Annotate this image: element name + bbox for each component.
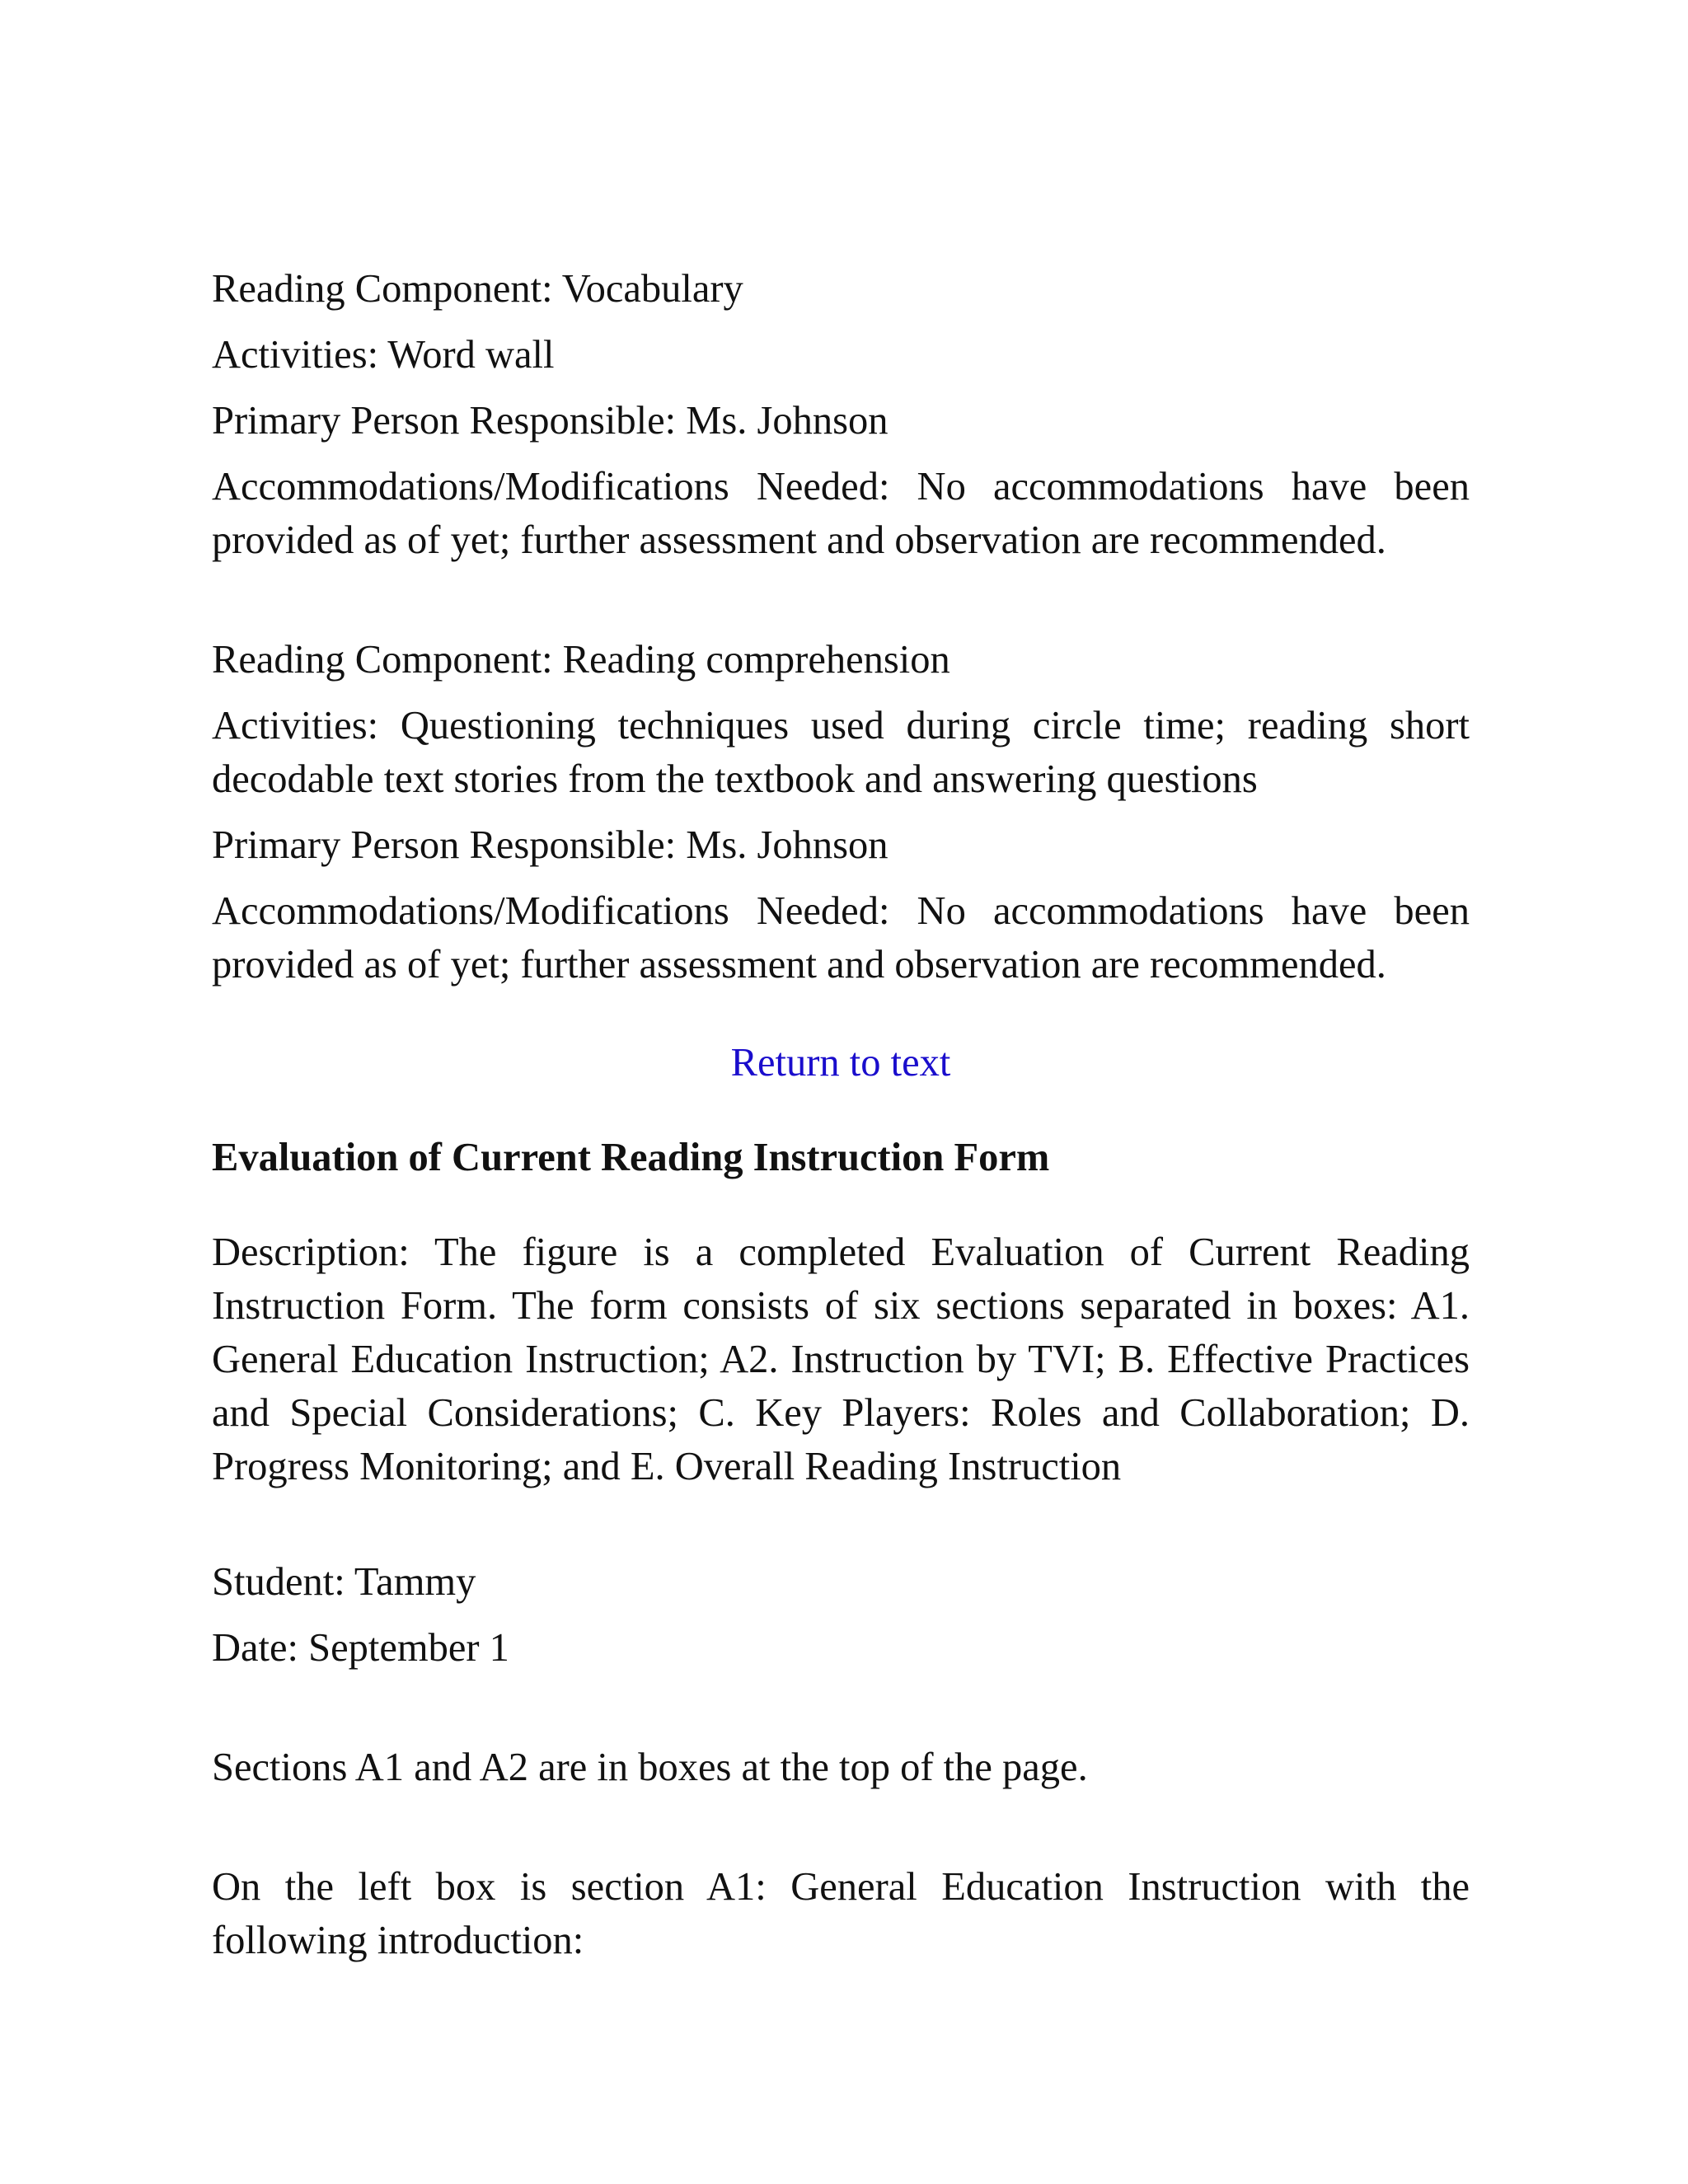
return-to-text-link[interactable]: Return to text [730, 1041, 951, 1085]
sections-note: Sections A1 and A2 are in boxes at the top of the page. [212, 1746, 1088, 1789]
student-name: Student: Tammy [212, 1560, 476, 1604]
vocabulary-accommodations: Accommodations/Modifications Needed: No accommodations have been provided as of yet; further assessment and observation are recommended. [212, 465, 1470, 562]
vocabulary-person-responsible: Primary Person Responsible: Ms. Johnson [212, 399, 889, 443]
comprehension-component: Reading Component: Reading comprehension [212, 638, 950, 682]
section-heading: Evaluation of Current Reading Instruction Form [212, 1136, 1050, 1179]
vocabulary-component: Reading Component: Vocabulary [212, 267, 743, 311]
comprehension-activities: Activities: Questioning techniques used during circle time; reading short decodable text stories from the textbook and answering questions [212, 704, 1470, 801]
comprehension-accommodations: Accommodations/Modifications Needed: No accommodations have been provided as of yet; further assessment and observation are recommended. [212, 889, 1470, 987]
figure-description: Description: The figure is a completed Evaluation of Current Reading Instruction Form. The form consists of six sections separated in boxes: A1. General Education Instruction; A2. Instruction by TVI; B. Effective Practices and Special Considerations; C. Key Players: Roles and Collaboration; D. Progress Monitoring; and E. Overall Reading Instruction [212, 1230, 1470, 1488]
left-box-note: On the left box is section A1: General Education Instruction with the following introduction: [212, 1865, 1470, 1962]
form-date: Date: September 1 [212, 1626, 509, 1670]
vocabulary-activities: Activities: Word wall [212, 333, 555, 377]
comprehension-person-responsible: Primary Person Responsible: Ms. Johnson [212, 823, 889, 867]
